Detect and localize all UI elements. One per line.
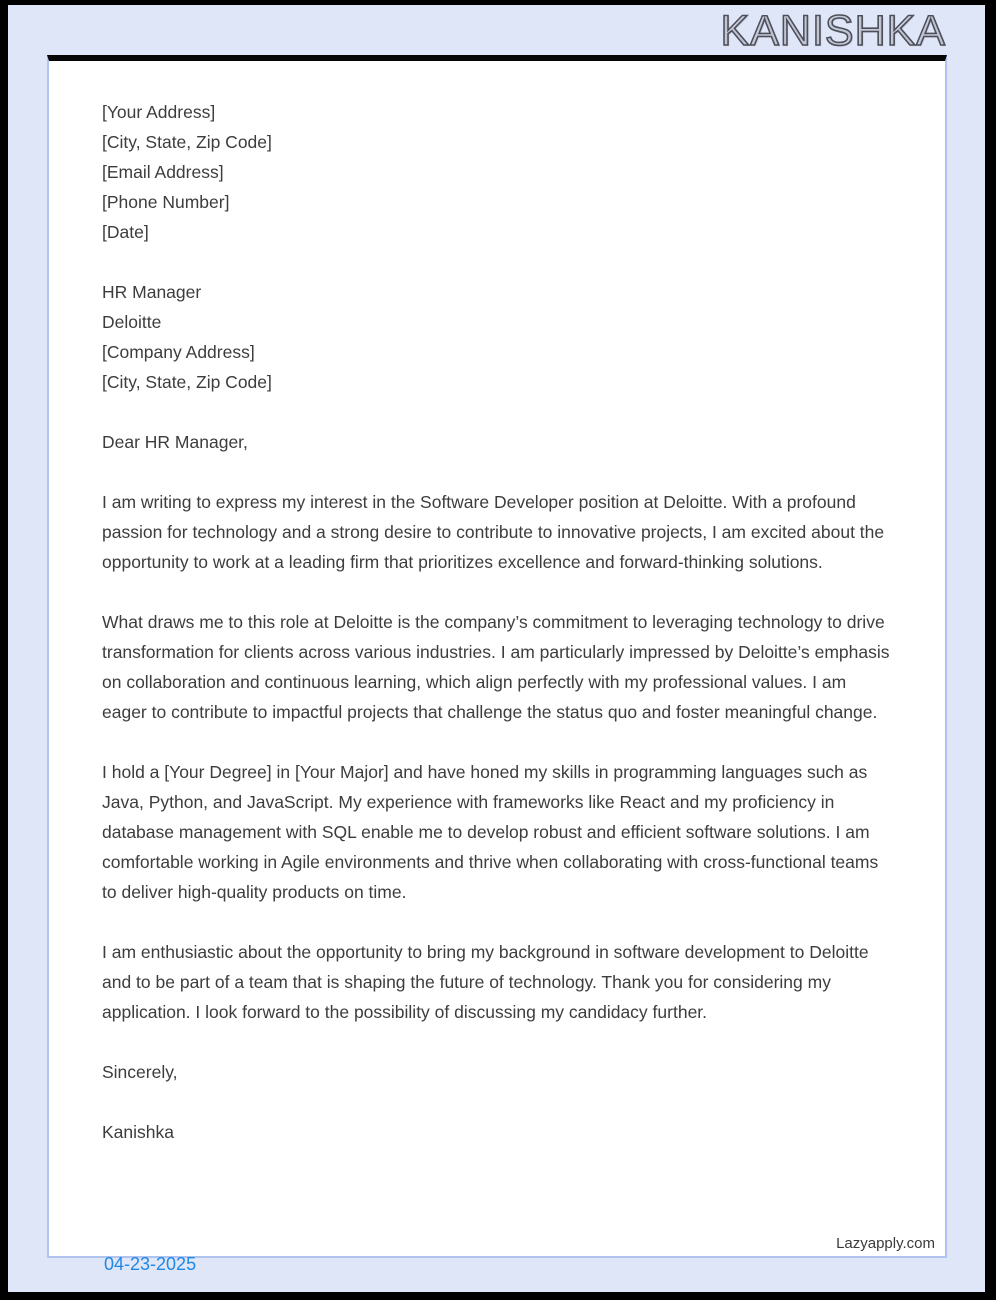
sender-phone-line: [Phone Number] bbox=[102, 192, 230, 212]
signature-name: Kanishka bbox=[102, 1122, 174, 1142]
sender-address-line: [Your Address] bbox=[102, 102, 216, 122]
recipient-city-line: [City, State, Zip Code] bbox=[102, 372, 272, 392]
body-paragraph-1: I am writing to express my interest in the Software Developer position at Deloitte. With a profound passion for technology and a strong desire to contribute to innovative projects, I am excited about the opportunity to work at a leading firm that prioritizes excellence and forward-thinking solutions. bbox=[102, 492, 885, 572]
recipient-company-line: Deloitte bbox=[102, 312, 162, 332]
brand-name: KANISHKA bbox=[720, 7, 946, 55]
page-background bbox=[8, 5, 985, 1292]
closing: Sincerely, bbox=[102, 1062, 178, 1082]
sender-email-line: [Email Address] bbox=[102, 162, 224, 182]
letter-content bbox=[49, 61, 945, 1147]
letter-sheet bbox=[47, 55, 947, 1274]
sender-block bbox=[102, 97, 895, 247]
watermark-link[interactable]: Lazyapply.com bbox=[836, 1235, 935, 1252]
body-paragraph-2: What draws me to this role at Deloitte is the company’s commitment to leveraging technology to drive transformation for clients across various industries. I am particularly impressed by Deloitte’s emphasis on collaboration and continuous learning, which align perfectly with my professional values. I am eager to contribute to impactful projects that challenge the status quo and foster meaningful change. bbox=[102, 612, 890, 722]
sender-city-line: [City, State, Zip Code] bbox=[102, 132, 272, 152]
body-paragraph-4: I am enthusiastic about the opportunity to bring my background in software development to Deloitte and to be part of a team that is shaping the future of technology. Thank you for considering my application. I look forward to the possibility of discussing my candidacy further. bbox=[102, 942, 869, 1022]
body-paragraph-3: I hold a [Your Degree] in [Your Major] and have honed my skills in programming languages such as Java, Python, and JavaScript. My experience with frameworks like React and my proficiency in database management with SQL enable me to develop robust and efficient software solutions. I am comfortable working in Agile environments and thrive when collaborating with cross-functional teams to deliver high-quality products on time. bbox=[102, 762, 879, 902]
recipient-title-line: HR Manager bbox=[102, 282, 202, 302]
recipient-address-line: [Company Address] bbox=[102, 342, 255, 362]
footer-date: 04-23-2025 bbox=[104, 1254, 197, 1274]
sender-date-line: [Date] bbox=[102, 222, 149, 242]
salutation: Dear HR Manager, bbox=[102, 432, 248, 452]
recipient-block bbox=[102, 277, 895, 397]
